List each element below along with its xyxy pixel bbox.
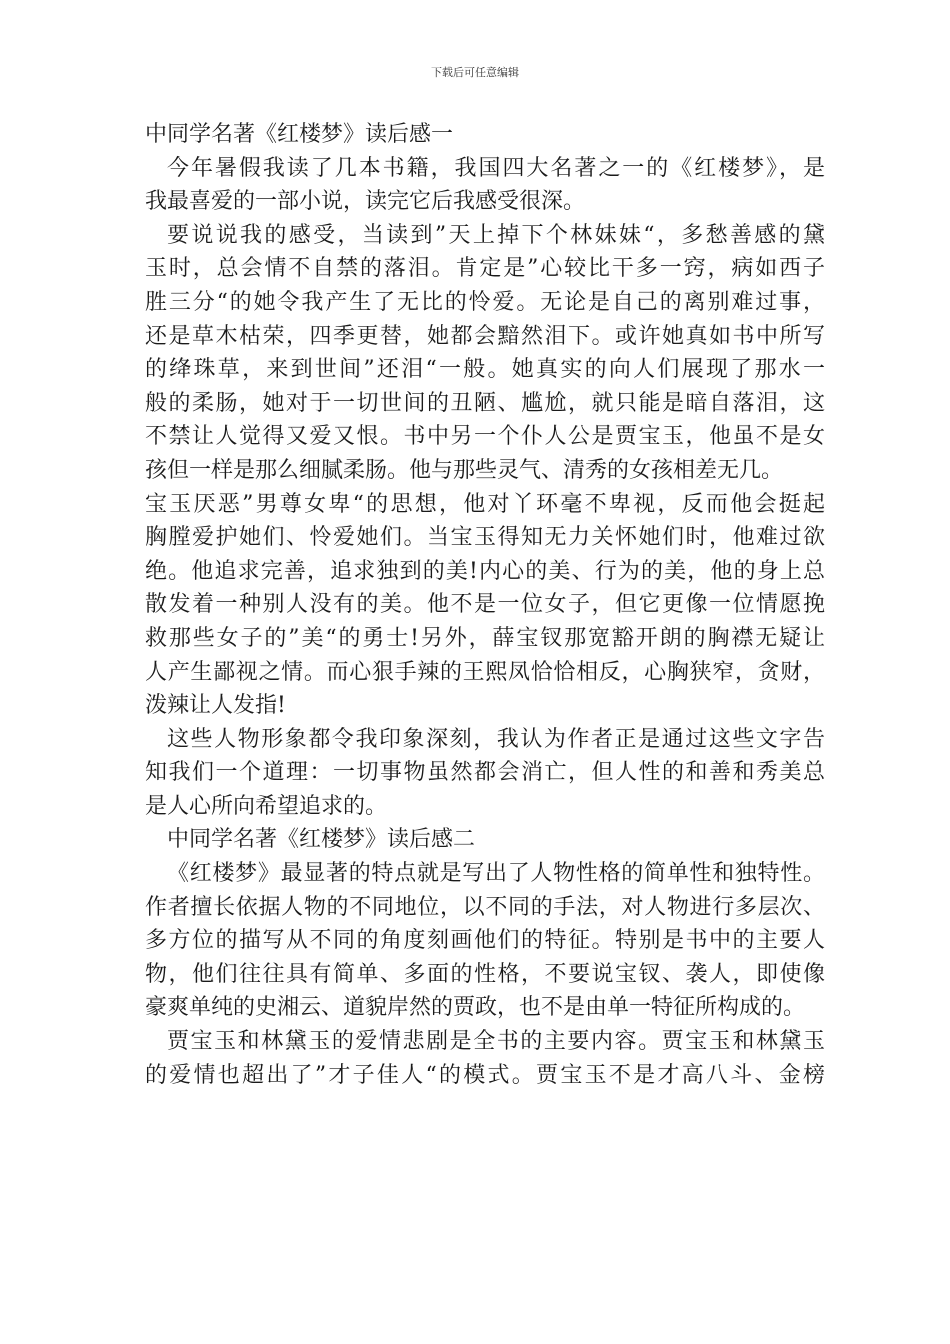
paragraph-2-line: 泼辣让人发指! (145, 693, 286, 719)
paragraph-3-line: 是人心所向希望追求的。 (145, 793, 388, 819)
paragraph-2-line: 还是草木枯荣，四季更替，她都会黯然泪下。或许她真如书中所写 (145, 323, 825, 349)
section-title-1: 中同学名著《红楼梦》读后感一 (145, 122, 454, 147)
paragraph-4-line: 《红楼梦》最显著的特点就是写出了人物性格的简单性和独特性。 (167, 861, 825, 887)
paragraph-2-line: 人产生鄙视之情。而心狠手辣的王熙凤恰恰相反，心胸狭窄，贪财， (145, 659, 825, 685)
paragraph-2-line: 要说说我的感受，当读到”天上掉下个林妹妹“，多愁善感的黛 (167, 222, 825, 248)
section-title-2: 中同学名著《红楼梦》读后感二 (167, 827, 476, 853)
paragraph-2-line: 救那些女子的”美“的勇士!另外，薛宝钗那宽豁开朗的胸襟无疑让 (145, 625, 825, 651)
paragraph-2-line: 般的柔肠，她对于一切世间的丑陋、尴尬，就只能是暗自落泪，这 (145, 390, 825, 416)
page-header: 下载后可任意编辑 (431, 66, 519, 79)
paragraph-5-line: 贾宝玉和林黛玉的爱情悲剧是全书的主要内容。贾宝玉和林黛玉 (167, 1029, 825, 1055)
paragraph-2-line: 宝玉厌恶”男尊女卑“的思想，他对丫环毫不卑视，反而他会挺起 (145, 491, 825, 517)
paragraph-4-line: 作者擅长依据人物的不同地位，以不同的手法，对人物进行多层次、 (145, 894, 825, 920)
paragraph-2-line: 的绛珠草，来到世间”还泪“一般。她真实的向人们展现了那水一 (145, 357, 825, 383)
document-body (145, 118, 825, 1092)
paragraph-3-line: 知我们一个道理：一切事物虽然都会消亡，但人性的和善和秀美总 (145, 760, 825, 786)
paragraph-2-line: 胜三分“的她令我产生了无比的怜爱。无论是自己的离别难过事， (145, 289, 825, 315)
paragraph-2-line: 绝。他追求完善，追求独到的美!内心的美、行为的美，他的身上总 (145, 558, 825, 584)
paragraph-3-line: 这些人物形象都令我印象深刻，我认为作者正是通过这些文字告 (167, 726, 825, 752)
paragraph-5-line: 的爱情也超出了”才子佳人“的模式。贾宝玉不是才高八斗、金榜 (145, 1062, 825, 1088)
paragraph-2-line: 玉时，总会情不自禁的落泪。肯定是”心较比干多一窍，病如西子 (145, 256, 825, 282)
paragraph-1-line: 今年暑假我读了几本书籍，我国四大名著之一的《红楼梦》，是 (167, 155, 825, 181)
paragraph-2-line: 孩但一样是那么细腻柔肠。他与那些灵气、清秀的女孩相差无几。 (145, 457, 784, 483)
paragraph-2-line: 不禁让人觉得又爱又恨。书中另一个仆人公是贾宝玉，他虽不是女 (145, 424, 825, 450)
paragraph-4-line: 豪爽单纯的史湘云、道貌岸然的贾政，也不是由单一特征所构成的。 (145, 995, 806, 1021)
paragraph-4-line: 多方位的描写从不同的角度刻画他们的特征。特别是书中的主要人 (145, 928, 825, 954)
paragraph-2-line: 胸膛爱护她们、怜爱她们。当宝玉得知无力关怀她们时，他难过欲 (145, 525, 825, 551)
paragraph-1-line: 我最喜爱的一部小说，读完它后我感受很深。 (145, 189, 586, 215)
paragraph-2-line: 散发着一种别人没有的美。他不是一位女子，但它更像一位情愿挽 (145, 592, 825, 618)
paragraph-4-line: 物，他们往往具有简单、多面的性格，不要说宝钗、袭人，即使像 (145, 961, 825, 987)
